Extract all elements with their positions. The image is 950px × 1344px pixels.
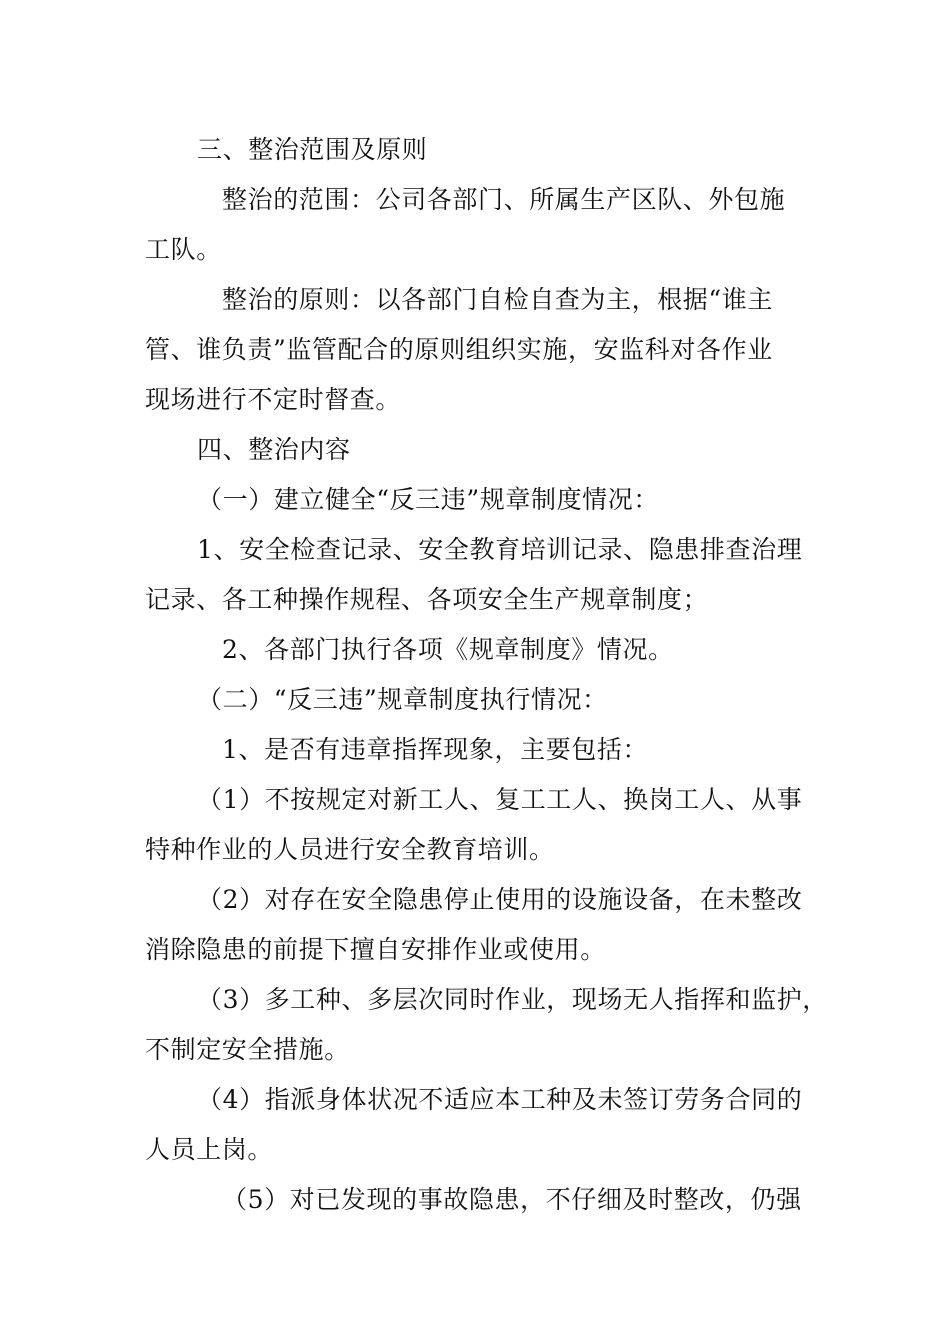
list-item: （2）对存在安全隐患停止使用的设施设备，在未整改 (197, 885, 803, 914)
list-item-continuation: 消除隐患的前提下擅自安排作业或使用。 (145, 935, 606, 964)
list-item-continuation: 人员上岗。 (145, 1135, 274, 1164)
list-item-continuation: 不制定安全措施。 (145, 1035, 350, 1064)
subsection-heading: （一）建立健全“反三违”规章制度情况： (197, 485, 659, 514)
list-item: 1、安全检查记录、安全教育培训记录、隐患排查治理 (197, 535, 803, 564)
paragraph-line: 整治的原则：以各部门自检自查为主，根据“谁主 (222, 285, 773, 314)
paragraph-line: 工队。 (145, 235, 222, 264)
list-item-continuation: 特种作业的人员进行安全教育培训。 (145, 835, 555, 864)
subsection-heading: （二）“反三违”规章制度执行情况： (197, 685, 608, 714)
section-heading-content: 四、整治内容 (197, 435, 351, 464)
list-item: （4）指派身体状况不适应本工种及未签订劳务合同的 (197, 1085, 803, 1114)
list-item: 1、是否有违章指挥现象，主要包括： (222, 735, 649, 764)
list-item: 2、各部门执行各项《规章制度》情况。 (222, 635, 674, 664)
paragraph-line: 整治的范围：公司各部门、所属生产区队、外包施 (222, 185, 786, 214)
list-item: （1）不按规定对新工人、复工工人、换岗工人、从事 (197, 785, 803, 814)
paragraph-line: 管、谁负责”监管配合的原则组织实施，安监科对各作业 (145, 335, 773, 364)
list-item-continuation: 记录、各工种操作规程、各项安全生产规章制度； (145, 585, 709, 614)
list-item: （3）多工种、多层次同时作业，现场无人指挥和监护， (197, 985, 828, 1014)
paragraph-line: 现场进行不定时督查。 (145, 385, 402, 414)
list-item: （5）对已发现的事故隐患，不仔细及时整改，仍强 (222, 1185, 802, 1214)
section-heading-scope: 三、整治范围及原则 (197, 135, 428, 164)
